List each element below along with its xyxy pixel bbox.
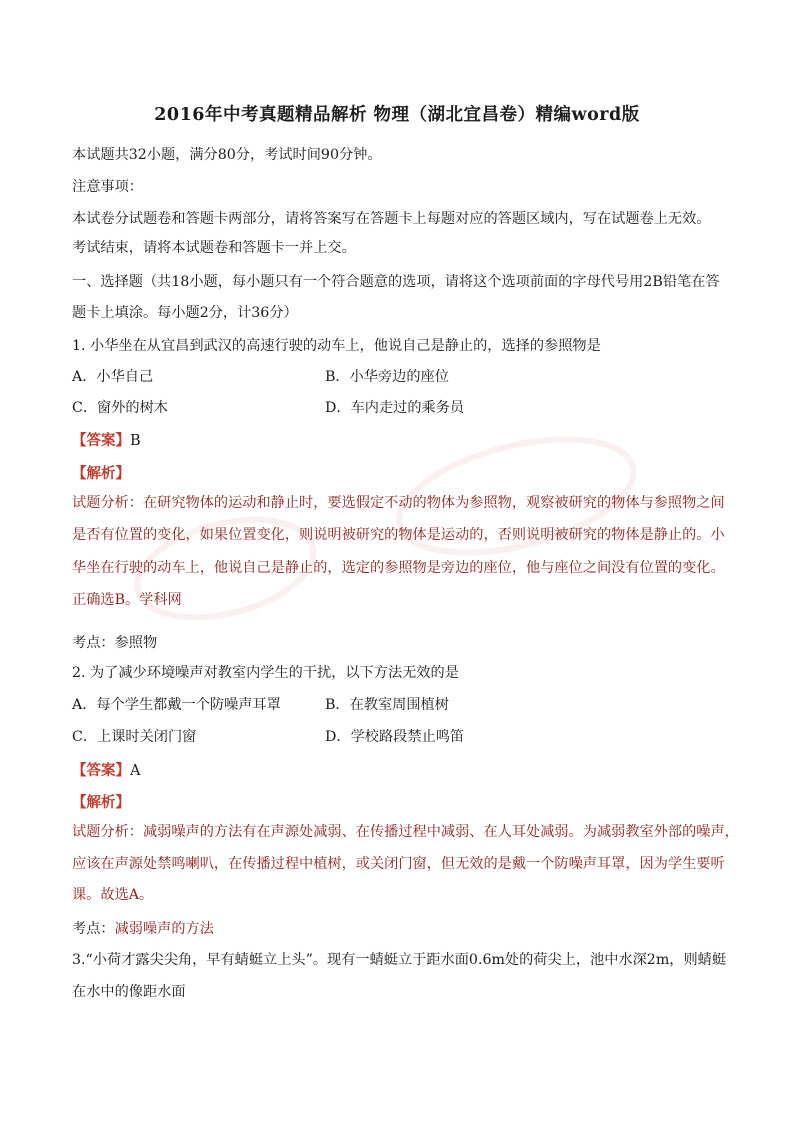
question-2-analysis-label: 【解析】	[72, 794, 130, 811]
question-1-analysis-line-3: 华坐在行驶的动车上，他说自己是静止的，选定的参照物是旁边的座位，他与座位之间没有位置的变化。	[72, 560, 725, 576]
question-1-stem: 1. 小华坐在从宜昌到武汉的高速行驶的动车上，他说自己是静止的，选择的参照物是	[72, 338, 601, 354]
question-2-stem: 2. 为了减少环境噪声对教室内学生的干扰，以下方法无效的是	[72, 665, 459, 681]
section-heading-line-1: 一、选择题（共18小题，每小题只有一个符合题意的选项，请将这个选项前面的字母代号用2B铅笔在答	[72, 274, 720, 290]
answer-value: B	[130, 433, 141, 449]
question-2-analysis-line-1: 试题分析：减弱噪声的方法有在声源处减弱、在传播过程中减弱、在人耳处减弱。为减弱教室外部的噪声，	[72, 824, 739, 840]
exam-info: 本试题共32小题，满分80分，考试时间90分钟。	[72, 147, 382, 163]
question-2-knowledge-point	[72, 918, 214, 938]
question-1-option-d: D．车内走过的乘务员	[325, 400, 465, 416]
kd-label: 考点：	[72, 921, 115, 937]
question-1-analysis-label: 【解析】	[72, 465, 130, 482]
document-title: 2016年中考真题精品解析 物理（湖北宜昌卷）精编word版	[154, 105, 640, 125]
question-1-option-a: A．小华自己	[72, 369, 154, 385]
question-2-option-a: A．每个学生都戴一个防噪声耳罩	[72, 697, 281, 713]
question-3-stem-line-2: 在水中的像距水面	[72, 984, 186, 1000]
section-heading-line-2: 题卡上填涂。每小题2分，计36分）	[72, 305, 298, 321]
question-1-analysis-line-4: 正确选B。学科网	[72, 592, 182, 608]
answer-label: 【答案】	[72, 762, 130, 779]
question-1-knowledge-point	[72, 632, 157, 652]
question-2-analysis-line-2: 应该在声源处禁鸣喇叭，在传播过程中植树，或关闭门窗，但无效的是戴一个防噪声耳罩，因为学生要听	[72, 856, 725, 872]
question-2-option-c: C．上课时关闭门窗	[72, 729, 197, 745]
question-2-option-d: D．学校路段禁止鸣笛	[325, 729, 465, 745]
question-1-answer	[72, 429, 141, 450]
kd-label: 考点：	[72, 635, 115, 651]
question-3-stem-line-1: 3.“小荷才露尖尖角，早有蜻蜓立上头”。现有一蜻蜓立于距水面0.6m处的荷尖上，池中水深2m，则蜻蜓	[72, 952, 727, 968]
question-2-answer	[72, 759, 140, 780]
notice-item-1: 本试卷分试题卷和答题卡两部分，请将答案写在答题卡上每题对应的答题区域内，写在试题卷上无效。	[72, 211, 711, 227]
kd-value: 减弱噪声的方法	[114, 921, 214, 937]
notice-item-2: 考试结束，请将本试题卷和答题卡一并上交。	[72, 240, 356, 256]
answer-label: 【答案】	[72, 432, 130, 449]
question-2-analysis-line-3: 课。故选A。	[72, 887, 154, 903]
notice-label: 注意事项：	[72, 179, 143, 195]
answer-value: A	[130, 763, 141, 779]
question-1-analysis-line-1: 试题分析：在研究物体的运动和静止时，要选假定不动的物体为参照物，观察被研究的物体与参照物之间	[72, 495, 725, 511]
question-1-option-c: C．窗外的树木	[72, 400, 168, 416]
question-1-option-b: B．小华旁边的座位	[325, 369, 449, 385]
question-2-option-b: B．在教室周围植树	[325, 697, 449, 713]
question-1-analysis-line-2: 是否有位置的变化，如果位置变化，则说明被研究的物体是运动的，否则说明被研究的物体是静止的。小	[72, 527, 725, 543]
kd-value: 参照物	[114, 635, 158, 651]
